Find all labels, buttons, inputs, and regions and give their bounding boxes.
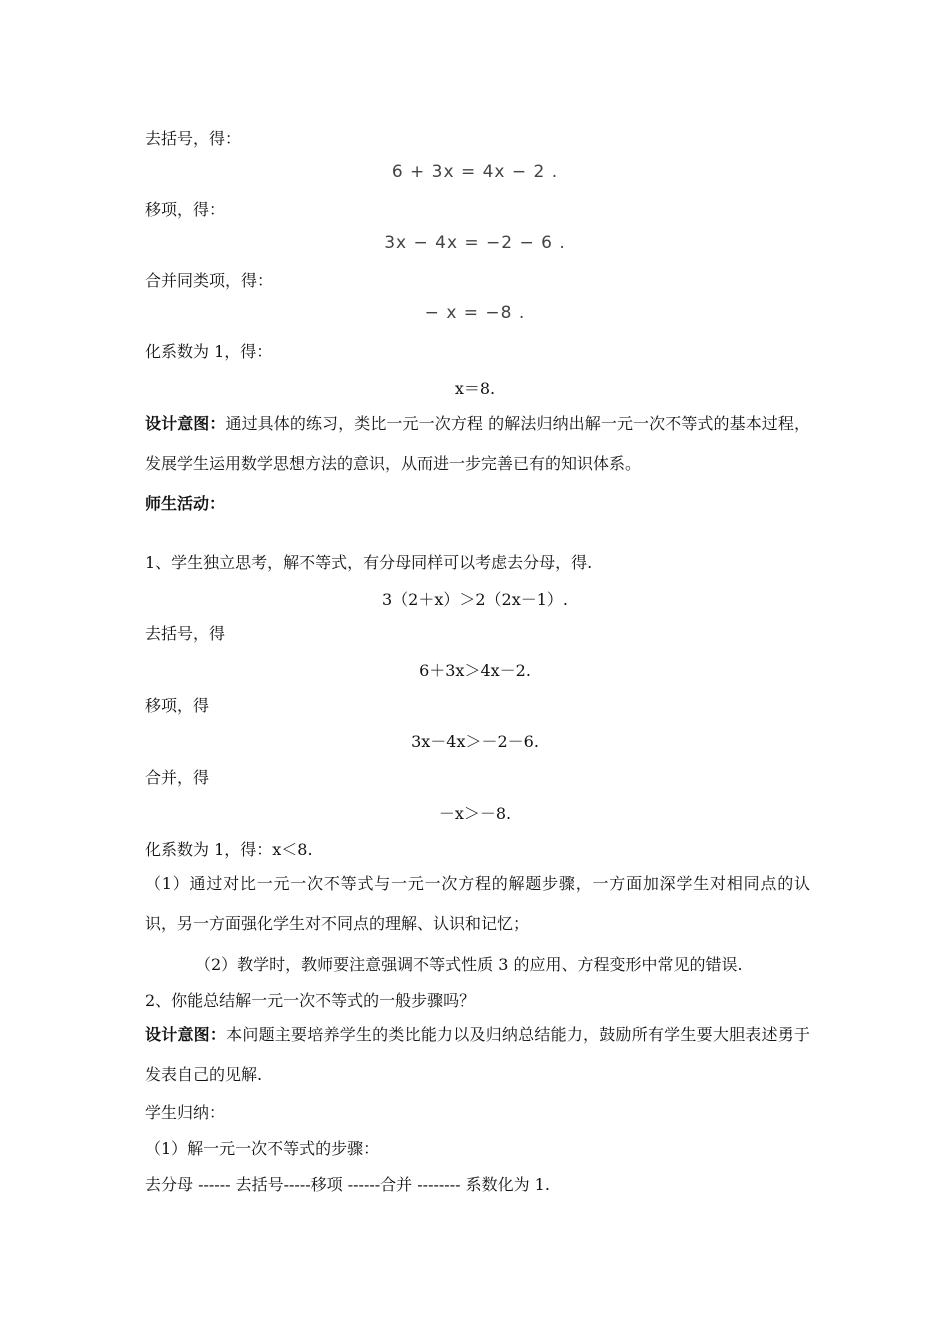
note-1: （1）通过对比一元一次不等式与一元一次方程的解题步骤，一方面加深学生对相同点的认识，另一方面强化学生对不同点的理解、认识和记忆； — [145, 874, 810, 933]
step-label: 化系数为 1，得： — [145, 342, 273, 361]
equation: 6 + 3x = 4x − 2 . — [391, 162, 559, 182]
equation: 3x－4x＞－2－6. — [411, 732, 539, 751]
step-label: 合并同类项，得： — [145, 271, 274, 290]
equation: 3x − 4x = −2 − 6 . — [384, 233, 566, 253]
design-intent-1 — [145, 404, 810, 484]
design-intent-text: 本问题主要培养学生的类比能力以及归纳总结能力，鼓励所有学生要大胆表述勇于发表自己的见解. — [145, 1025, 810, 1084]
summary-sub: （1）解一元一次不等式的步骤： — [145, 1139, 380, 1158]
design-intent-2 — [145, 1015, 810, 1095]
item-1-final: 化系数为 1，得：x＜8. — [145, 840, 313, 859]
equation: 3（2＋x）＞2（2x－1）. — [381, 590, 569, 609]
summary-title: 学生归纳： — [145, 1103, 226, 1122]
equation: x＝8. — [454, 379, 496, 398]
step-label: 移项，得 — [145, 696, 210, 715]
step-label: 合并，得 — [145, 768, 210, 787]
item-2: 2、你能总结解一元一次不等式的一般步骤吗？ — [145, 991, 476, 1010]
equation: －x＞－8. — [438, 804, 512, 823]
step-label: 去括号，得 — [145, 624, 226, 643]
summary-steps: 去分母 ------ 去括号-----移项 ------合并 -------- 系数化为 1. — [145, 1175, 550, 1194]
step-label: 去括号，得： — [145, 129, 242, 148]
design-intent-text: 通过具体的练习，类比一元一次方程 的解法归纳出解一元一次不等式的基本过程，发展学生运用数学思想方法的意识，从而进一步完善已有的知识体系。 — [145, 414, 810, 473]
item-1-intro: 1、学生独立思考，解不等式，有分母同样可以考虑去分母，得. — [145, 553, 593, 572]
note-2: （2）教学时，教师要注意强调不等式性质 3 的应用、方程变形中常见的错误. — [195, 955, 743, 974]
step-label: 移项，得： — [145, 200, 226, 219]
design-intent-title: 设计意图： — [145, 414, 226, 433]
equation: − x = −8 . — [424, 303, 526, 323]
design-intent-title: 设计意图： — [145, 1025, 227, 1044]
activity-title: 师生活动： — [145, 494, 226, 513]
equation: 6＋3x＞4x－2. — [419, 661, 531, 680]
